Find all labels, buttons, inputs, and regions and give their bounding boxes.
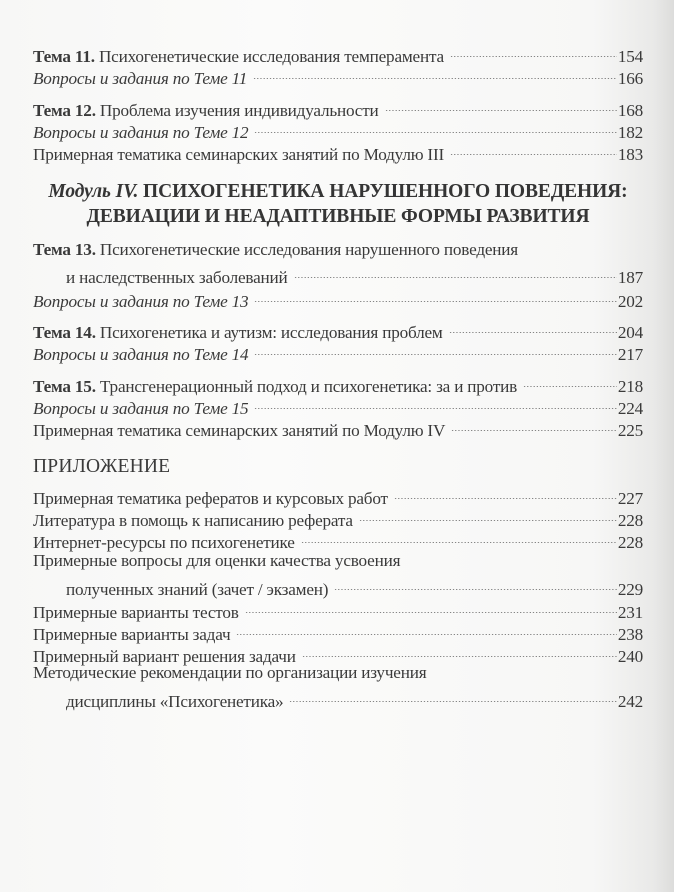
dot-leader: [449, 316, 617, 338]
dot-leader: [254, 338, 616, 360]
dot-leader: [254, 392, 616, 414]
page-number: 187: [617, 268, 643, 287]
module-heading-line2: [33, 205, 643, 229]
page-number: 229: [617, 580, 643, 599]
page-number: 218: [617, 377, 643, 396]
dot-leader: [523, 370, 617, 392]
page-number: 228: [617, 533, 643, 552]
entry-title: Вопросы и задания по Теме 11: [33, 69, 248, 88]
toc-entry[interactable]: [33, 138, 643, 166]
page-number: 225: [617, 421, 643, 440]
entry-title: Примерный вариант решения задачи: [33, 647, 296, 666]
toc-entry[interactable]: [33, 550, 643, 572]
page-number: 168: [617, 101, 643, 120]
dot-leader: [385, 94, 617, 116]
dot-leader: [236, 618, 616, 640]
dot-leader: [359, 504, 617, 526]
dot-leader: [450, 138, 617, 160]
topic-number: Тема 15.: [33, 377, 96, 396]
dot-leader: [254, 116, 616, 138]
dot-leader: [254, 285, 616, 307]
module-prefix: Модуль IV.: [48, 181, 139, 202]
dot-leader: [301, 526, 617, 548]
page-number: 231: [617, 603, 643, 622]
dot-leader: [334, 573, 617, 595]
toc-entry[interactable]: [33, 414, 643, 442]
topic-number: Тема 13.: [33, 240, 96, 259]
topic-number: Тема 11.: [33, 47, 95, 66]
entry-title: Интернет-ресурсы по психогенетике: [33, 533, 295, 552]
entry-title: Психогенетические исследования темперамента: [94, 47, 444, 66]
module-title-line1: ПСИХОГЕНЕТИКА НАРУШЕННОГО ПОВЕДЕНИЯ:: [138, 181, 628, 202]
entry-title: Примерная тематика семинарских занятий по Модулю III: [33, 145, 445, 164]
page-number: 217: [617, 345, 643, 364]
topic-number: Тема 14.: [33, 323, 96, 342]
entry-title: Примерные варианты задач: [33, 625, 231, 644]
toc-entry[interactable]: [33, 662, 643, 684]
entry-title-continuation: дисциплины «Психогенетика»: [66, 692, 284, 711]
entry-title: Примерная тематика семинарских занятий по Модулю IV: [33, 421, 446, 440]
dot-leader: [450, 40, 617, 62]
entry-title: Литература в помощь к написанию реферата: [33, 511, 353, 530]
entry-title: Примерные вопросы для оценки качества усвоения: [33, 551, 401, 570]
entry-title: Вопросы и задания по Теме 13: [33, 292, 249, 311]
page-number: 224: [617, 399, 643, 418]
topic-number: Тема 12.: [33, 101, 96, 120]
page-number: 242: [617, 692, 643, 711]
dot-leader: [253, 62, 617, 84]
entry-title: Примерная тематика рефератов и курсовых работ: [33, 489, 388, 508]
page-number: 183: [617, 145, 643, 164]
dot-leader: [289, 685, 616, 707]
entry-title-continuation: и наследственных заболеваний: [66, 268, 288, 287]
page-number: 228: [617, 511, 643, 530]
dot-leader: [451, 414, 617, 436]
page-number: 227: [617, 489, 643, 508]
entry-title-continuation: полученных знаний (зачет / экзамен): [66, 580, 329, 599]
entry-title: Методические рекомендации по организации изучения: [33, 663, 427, 682]
page-number: 182: [617, 123, 643, 142]
appendix-heading: ПРИЛОЖЕНИЕ: [33, 456, 171, 477]
toc-entry-continuation[interactable]: [33, 685, 643, 713]
entry-title: Примерные варианты тестов: [33, 603, 239, 622]
toc-entry[interactable]: [33, 62, 643, 90]
entry-title: Трансгенерационный подход и психогенетика: за и против: [95, 377, 518, 396]
page-number: 166: [617, 69, 643, 88]
toc-entry[interactable]: [33, 285, 643, 313]
page-number: 154: [617, 47, 643, 66]
page-number: 204: [617, 323, 643, 342]
entry-title: Психогенетика и аутизм: исследования проблем: [95, 323, 443, 342]
toc-entry[interactable]: [33, 338, 643, 366]
dot-leader: [302, 640, 617, 662]
entry-title: Вопросы и задания по Теме 15: [33, 399, 249, 418]
page-number: 202: [617, 292, 643, 311]
dot-leader: [294, 261, 617, 283]
toc-entry[interactable]: [33, 239, 643, 261]
entry-title: Вопросы и задания по Теме 12: [33, 123, 249, 142]
page-number: 238: [617, 625, 643, 644]
dot-leader: [394, 482, 617, 504]
module-title-line2: ДЕВИАЦИИ И НЕАДАПТИВНЫЕ ФОРМЫ РАЗВИТИЯ: [86, 206, 590, 227]
page-number: 240: [617, 647, 643, 666]
entry-title: Вопросы и задания по Теме 14: [33, 345, 249, 364]
entry-title: Психогенетические исследования нарушенного поведения: [95, 240, 518, 259]
entry-title: Проблема изучения индивидуальности: [95, 101, 379, 120]
module-heading: [33, 180, 643, 204]
dot-leader: [245, 596, 617, 618]
